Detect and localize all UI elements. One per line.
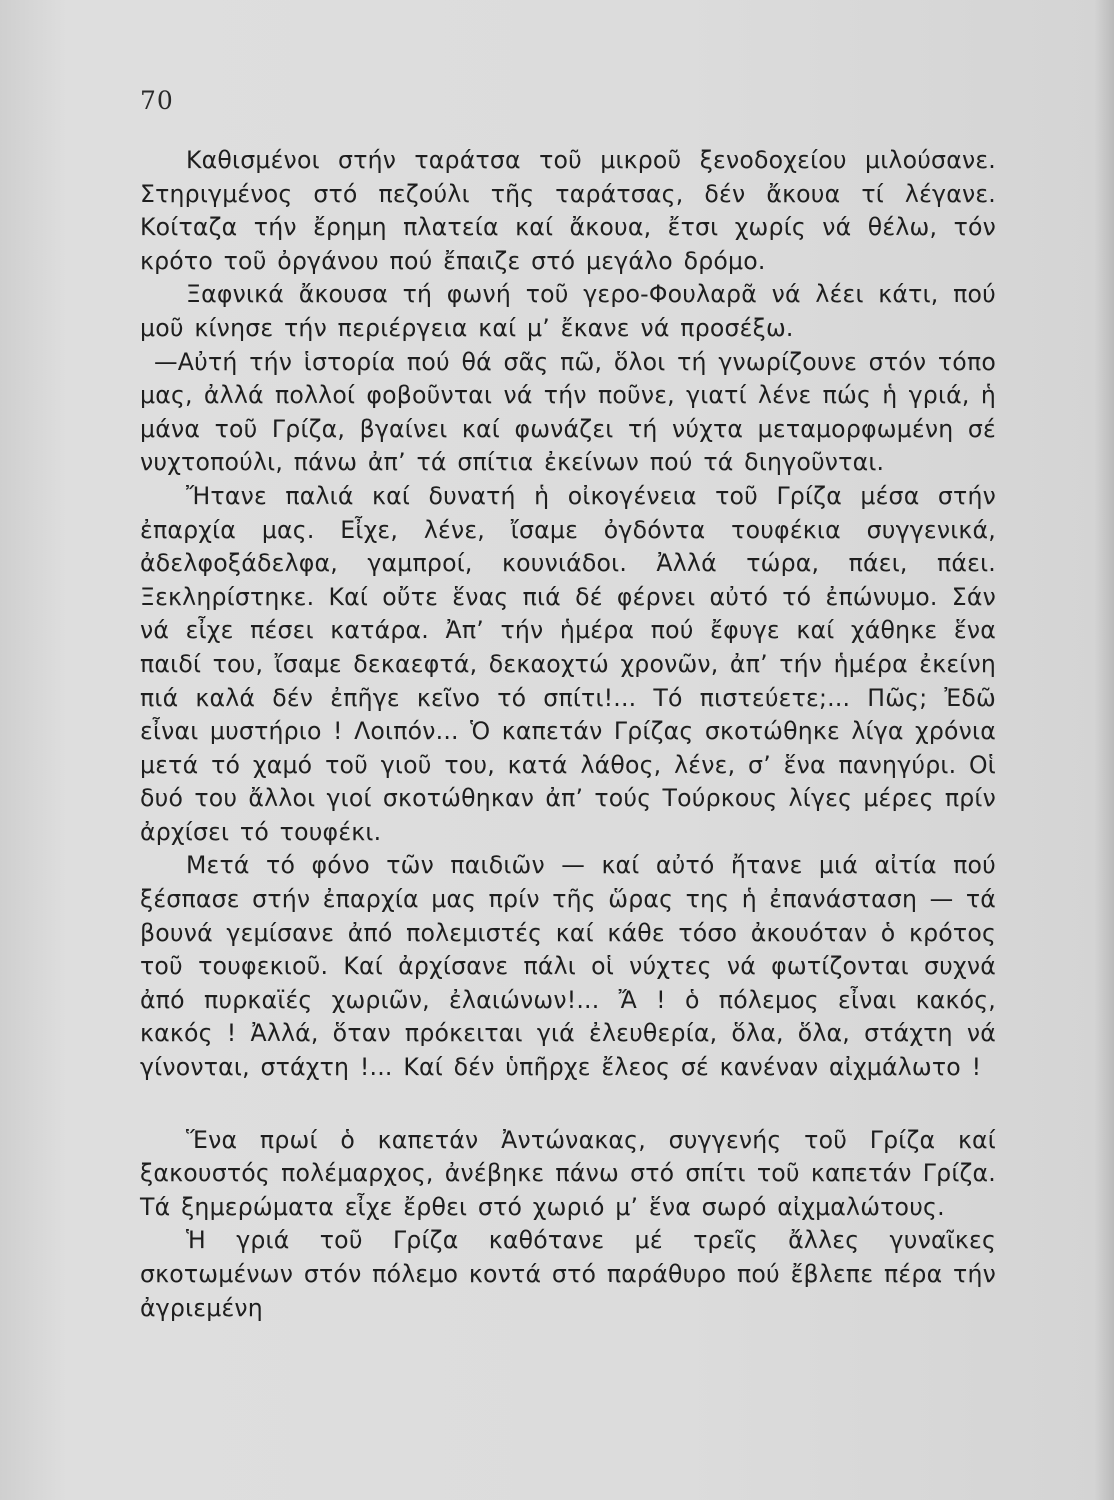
paragraph-4: Ἤτανε παλιά καί δυνατή ἡ οἰκογένεια τοῦ Γρίζα μέσα στήν ἐπαρχία μας. Εἶχε, λένε, ἴσαμε ὀγδόντα τουφέκια συγγενικά, ἀδελφοξάδελφα, γαμπροί, κουνιάδοι. Ἀλλά τώρα, πάει, πάει. Ξεκληρίστηκε. Καί οὔτε ἕνας πιά δέ φέρνει αὐτό τό ἐπώνυμο. Σάν νά εἶχε πέσει κατάρα. Ἀπ’ τήν ἡμέρα πού ἔφυγε καί χάθηκε ἕνα παιδί του, ἴσαμε δεκαεφτά, δεκαοχτώ χρονῶν, ἀπ’ τήν ἡμέρα ἐκείνη πιά καλά δέν ἐπῆγε κεῖνο τό σπίτι!... Τό πιστεύετε;... Πῶς; Ἐδῶ εἶναι μυστήριο ! Λοιπόν... Ὁ καπετάν Γρίζας σκοτώθηκε λίγα χρόνια μετά τό χαμό τοῦ γιοῦ του, κατά λάθος, λένε, σ’ ἕνα πανηγύρι. Οἱ δυό του ἄλλοι γιοί σκοτώθηκαν ἀπ’ τούς Τούρκους λίγες μέρες πρίν ἀρχίσει τό τουφέκι. — [140, 481, 996, 846]
page-edge-shadow — [1094, 0, 1114, 1500]
paragraph-5: Μετά τό φόνο τῶν παιδιῶν — καί αὐτό ἤτανε μιά αἰτία πού ξέσπασε στήν ἐπαρχία μας πρίν τῆς ὥρας της ἡ ἐπανάσταση — τά βουνά γεμίσανε ἀπό πολεμιστές καί κάθε τόσο ἀκουόταν ὁ κρότος τοῦ τουφεκιοῦ. Καί ἀρχίσανε πάλι οἱ νύχτες νά φωτίζονται συχνά ἀπό πυρκαϊές χωριῶν, ἐλαιώνων!... Ἄ ! ὁ πόλεμος εἶναι κακός, κακός ! Ἀλλά, ὅταν πρόκειται γιά ἐλευθερία, ὅλα, ὅλα, στάχτη νά γίνονται, στάχτη !... Καί δέν ὑπῆρχε ἔλεος σέ κανέναν αἰχμάλωτο ! — [140, 851, 996, 1082]
paragraph-1: Καθισμένοι στήν ταράτσα τοῦ μικροῦ ξενοδοχείου μιλούσανε. Στηριγμένος στό πεζούλι τῆς ταράτσας, δέν ἄκουα τί λέγανε. Κοίταζα τήν ἔρημη πλατεία καί ἄκουα, ἔτσι χωρίς νά θέλω, τόν κρότο τοῦ ὀργάνου πού ἔπαιζε στό μεγάλο δρόμο. — [140, 146, 996, 275]
paragraph-6: Ἕνα πρωί ὁ καπετάν Ἀντώνακας, συγγενής τοῦ Γρίζα καί ξακουστός πολέμαρχος, ἀνέβηκε πάνω στό σπίτι τοῦ καπετάν Γρίζα. Τά ξημερώματα εἶχε ἔρθει στό χωριό μ’ ἕνα σωρό αἰχμαλώτους. — [140, 1125, 996, 1221]
paragraph-2: Ξαφνικά ἄκουσα τή φωνή τοῦ γερο-Φουλαρᾶ νά λέει κάτι, πού μοῦ κίνησε τήν περιέργεια καί μ’ ἔκανε νά προσέξω. — [140, 280, 996, 342]
paragraph-3: —Αὐτή τήν ἱστορία πού θά σᾶς πῶ, ὅλοι τή γνωρίζουνε στόν τόπο μας, ἀλλά πολλοί φοβοῦνται νά τήν ποῦνε, γιατί λένε πώς ἡ γριά, ἡ μάνα τοῦ Γρίζα, βγαίνει καί φωνάζει τή νύχτα μεταμορφωμένη σέ νυχτοπούλι, πάνω ἀπ’ τά σπίτια ἐκείνων πού τά διηγοῦνται. — [140, 347, 996, 477]
paragraph-7: Ἡ γριά τοῦ Γρίζα καθότανε μέ τρεῖς ἄλλες γυναῖκες σκοτωμένων στόν πόλεμο κοντά στό παράθυρο πού ἔβλεπε πέρα τήν ἀγριεμένη — [140, 1226, 996, 1322]
body-text — [140, 144, 996, 1325]
page-number: 70 — [140, 86, 174, 115]
